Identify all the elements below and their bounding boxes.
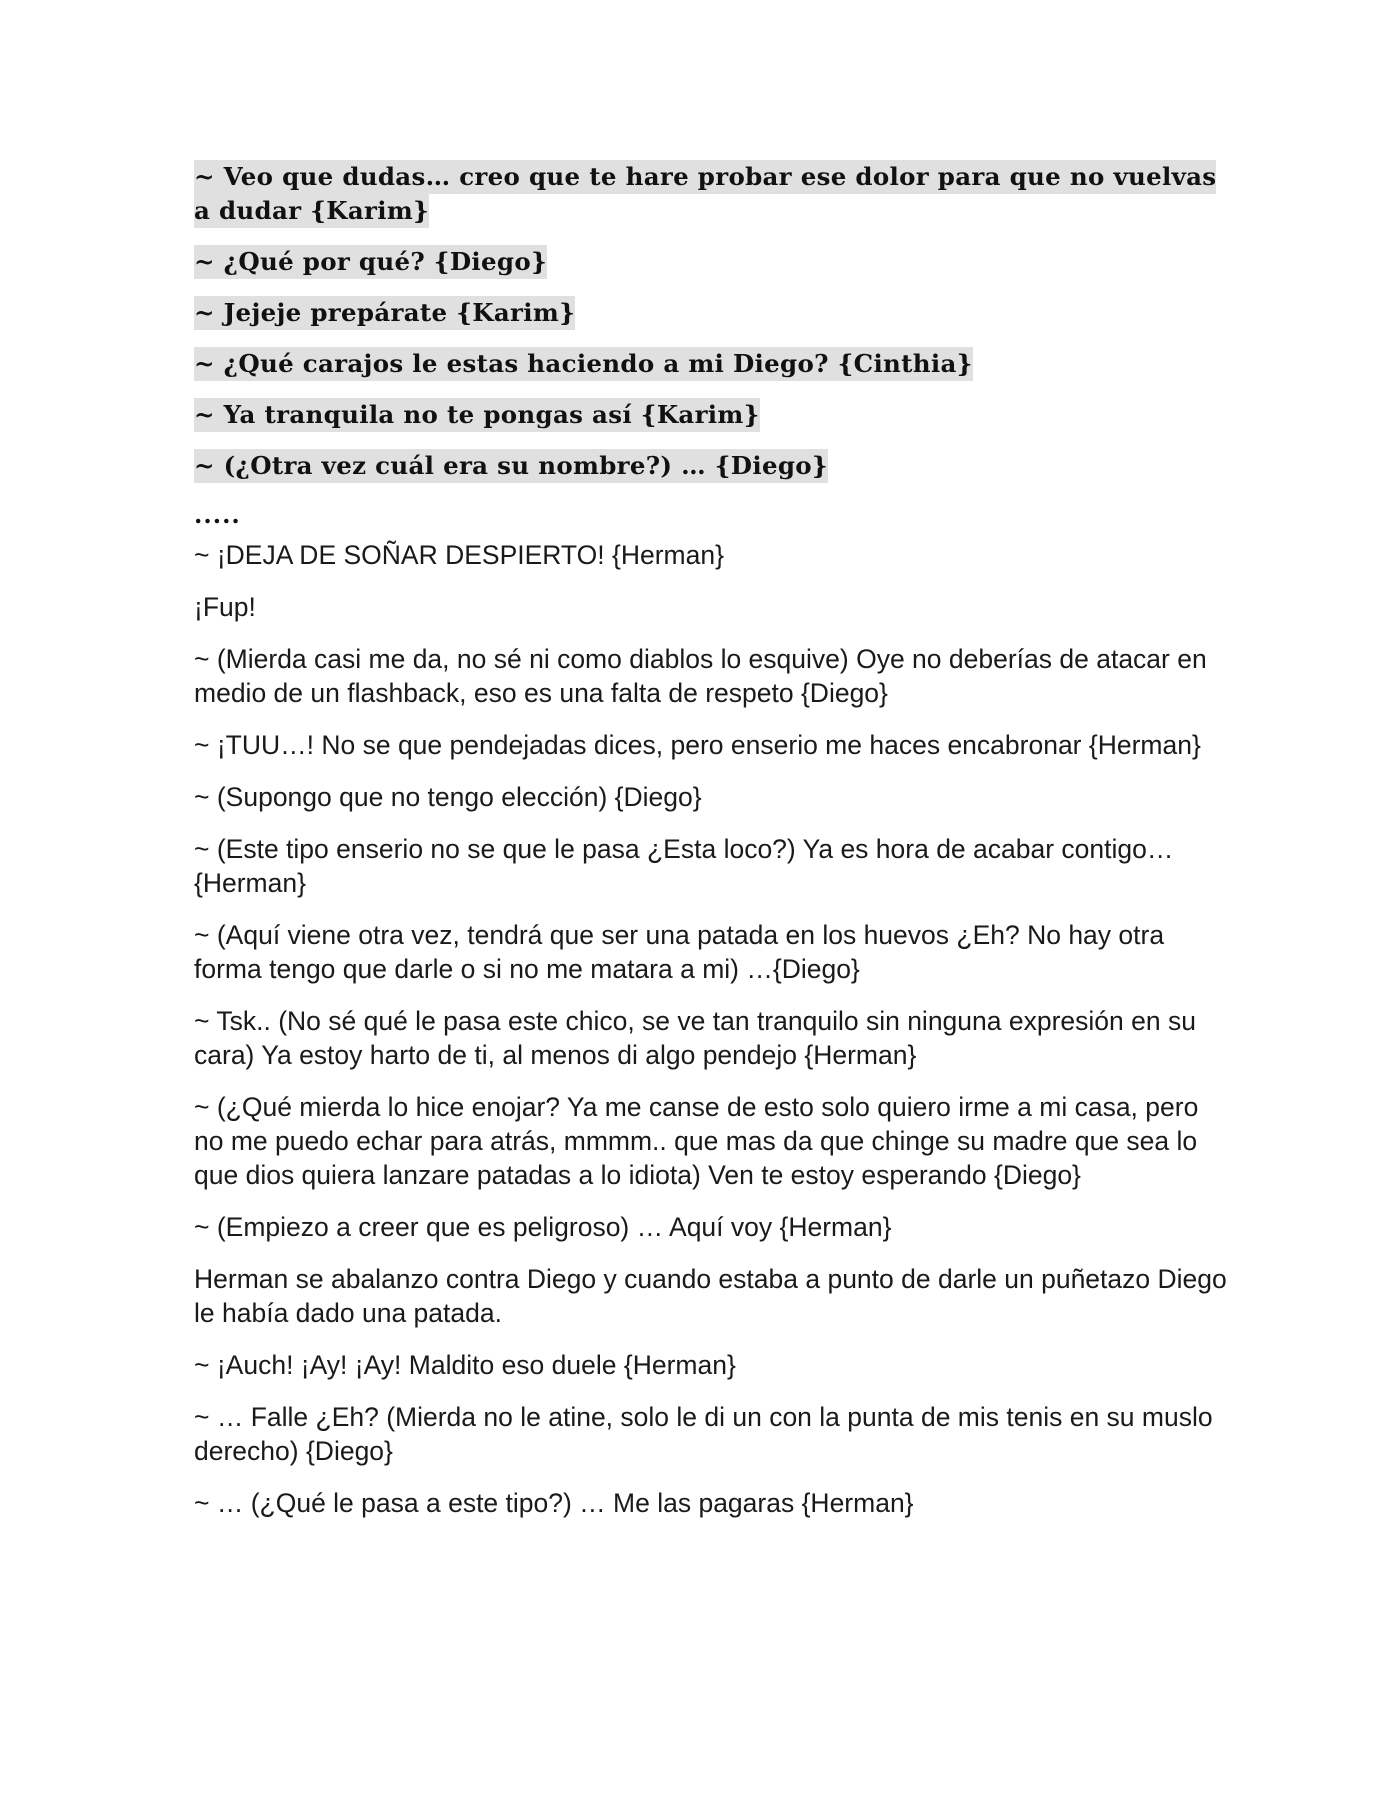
- dialogue-paragraph: ~ … (¿Qué le pasa a este tipo?) … Me las pagaras {Herman}: [194, 1488, 914, 1518]
- flashback-section: [194, 160, 1234, 483]
- highlighted-text: ~ Jejeje prepárate {Karim}: [194, 296, 575, 330]
- flashback-line: [194, 245, 1234, 279]
- highlighted-text: ~ (¿Otra vez cuál era su nombre?) … {Diego}: [194, 449, 828, 483]
- dialogue-paragraph: ~ … Falle ¿Eh? (Mierda no le atine, solo le di un con la punta de mis tenis en su muslo derecho) {Diego}: [194, 1402, 1213, 1466]
- highlighted-text: ~ Veo que dudas… creo que te hare probar ese dolor para que no vuelvas a dudar {Karim}: [194, 160, 1216, 228]
- dialogue-paragraph: ~ (Este tipo enserio no se que le pasa ¿Esta loco?) Ya es hora de acabar contigo… {Herman}: [194, 834, 1174, 898]
- flashback-line: [194, 296, 1234, 330]
- flashback-line: [194, 398, 1234, 432]
- highlighted-text: ~ Ya tranquila no te pongas así {Karim}: [194, 398, 760, 432]
- flashback-line: [194, 160, 1234, 228]
- story-section: [194, 538, 1234, 1520]
- dialogue-paragraph: ~ Tsk.. (No sé qué le pasa este chico, se ve tan tranquilo sin ninguna expresión en su cara) Ya estoy harto de ti, al menos di algo pendejo {Herman}: [194, 1006, 1196, 1070]
- document-page: [194, 160, 1234, 1538]
- dialogue-paragraph: ~ ¡Auch! ¡Ay! ¡Ay! Maldito eso duele {Herman}: [194, 1350, 736, 1380]
- flashback-line: [194, 347, 1234, 381]
- dialogue-paragraph: ~ (Aquí viene otra vez, tendrá que ser una patada en los huevos ¿Eh? No hay otra forma tengo que darle o si no me matara a mi) …{Diego}: [194, 920, 1165, 984]
- dialogue-paragraph: ~ (¿Qué mierda lo hice enojar? Ya me canse de esto solo quiero irme a mi casa, pero no me puedo echar para atrás, mmmm.. que mas da que chinge su madre que sea lo que dios quiera lanzare patadas a lo idiota) Ven te estoy esperando {Diego}: [194, 1092, 1199, 1190]
- highlighted-text: ~ ¿Qué por qué? {Diego}: [194, 245, 547, 279]
- dialogue-paragraph: ~ ¡DEJA DE SOÑAR DESPIERTO! {Herman}: [194, 540, 724, 570]
- flashback-line: [194, 449, 1234, 483]
- highlighted-text: ~ ¿Qué carajos le estas haciendo a mi Diego? {Cinthia}: [194, 347, 973, 381]
- scene-separator: .....: [194, 500, 241, 529]
- dialogue-paragraph: ~ (Mierda casi me da, no sé ni como diablos lo esquive) Oye no deberías de atacar en medio de un flashback, eso es una falta de respeto {Diego}: [194, 644, 1207, 708]
- narration-paragraph: Herman se abalanzo contra Diego y cuando estaba a punto de darle un puñetazo Diego le había dado una patada.: [194, 1264, 1227, 1328]
- dialogue-paragraph: ~ (Empiezo a creer que es peligroso) … Aquí voy {Herman}: [194, 1212, 892, 1242]
- dialogue-paragraph: ¡Fup!: [194, 592, 256, 622]
- dialogue-paragraph: ~ ¡TUU…! No se que pendejadas dices, pero enserio me haces encabronar {Herman}: [194, 730, 1201, 760]
- dialogue-paragraph: ~ (Supongo que no tengo elección) {Diego}: [194, 782, 702, 812]
